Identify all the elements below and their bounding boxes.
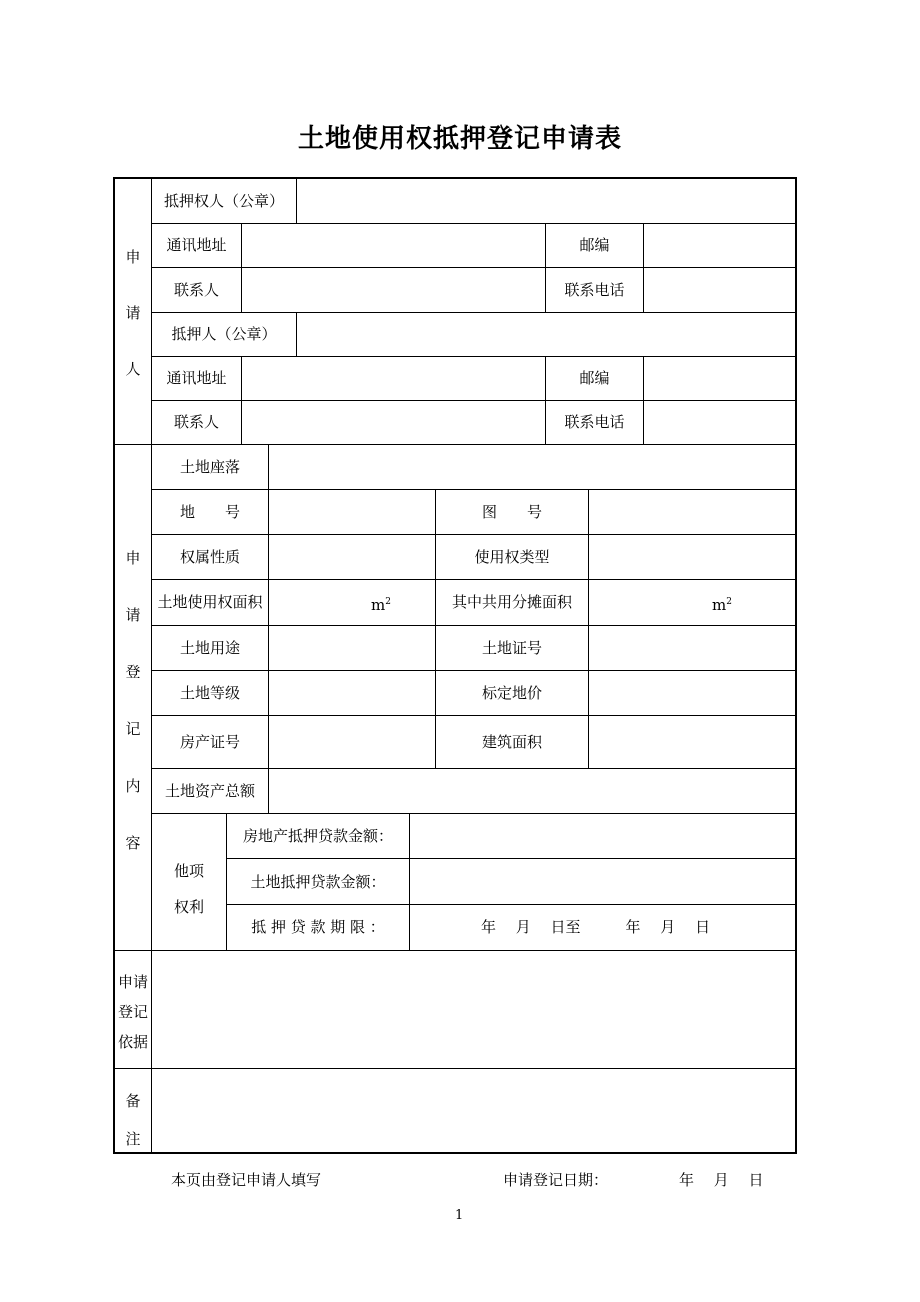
phone-label: 联系电话 xyxy=(564,281,625,299)
use-label: 土地用途 xyxy=(179,639,240,657)
postcode-label: 邮编 xyxy=(579,369,610,387)
area-unit: $m^2$ xyxy=(371,596,391,614)
ownership-label: 权属性质 xyxy=(179,548,240,566)
right-type-label: 使用权类型 xyxy=(474,548,550,566)
price-label: 标定地价 xyxy=(481,684,542,702)
address-label: 通讯地址 xyxy=(166,236,227,254)
date-value: 年 月 日 xyxy=(679,1171,764,1189)
shared-area-unit: $m^2$ xyxy=(712,596,732,614)
area-label: 土地使用权面积 xyxy=(157,593,263,611)
cert-no-label: 土地证号 xyxy=(481,639,542,657)
loan-term-label: 抵 押 贷 款 期 限 ： xyxy=(251,918,385,936)
map-no-label: 图 号 xyxy=(481,503,542,521)
footer-note: 本页由登记申请人填写 xyxy=(171,1171,322,1189)
other-rights-label: 他项 权利 xyxy=(173,862,204,916)
lot-no-label: 地 号 xyxy=(179,503,240,521)
application-form xyxy=(113,177,797,1154)
total-assets-label: 土地资产总额 xyxy=(164,782,255,800)
mortgagee-label: 抵押权人（公章） xyxy=(163,192,284,210)
content-section-label: 申 请 登 记 内 容 xyxy=(125,549,141,852)
shared-area-label: 其中共用分摊面积 xyxy=(451,593,572,611)
loan-term-value: 年 月 日至 年 月 日 xyxy=(481,918,711,936)
building-area-label: 建筑面积 xyxy=(481,733,542,751)
page-number: 1 xyxy=(455,1208,464,1223)
applicant-section-label: 申 请 人 xyxy=(125,248,141,378)
contact-label: 联系人 xyxy=(173,281,219,299)
address-label: 通讯地址 xyxy=(166,369,227,387)
contact-label: 联系人 xyxy=(173,413,219,431)
postcode-label: 邮编 xyxy=(579,236,610,254)
date-label: 申请登记日期： xyxy=(503,1171,609,1189)
house-cert-label: 房产证号 xyxy=(179,733,240,751)
remarks-label: 备 注 xyxy=(125,1092,141,1148)
land-loan-label: 土地抵押贷款金额： xyxy=(250,873,386,891)
mortgagor-label: 抵押人（公章） xyxy=(171,325,277,343)
basis-label: 申请 登记 依据 xyxy=(117,973,148,1051)
form-title: 土地使用权抵押登记申请表 xyxy=(297,124,622,154)
grade-label: 土地等级 xyxy=(179,684,240,702)
location-label: 土地座落 xyxy=(179,458,240,476)
phone-label: 联系电话 xyxy=(564,413,625,431)
real-estate-loan-label: 房地产抵押贷款金额： xyxy=(242,827,393,845)
